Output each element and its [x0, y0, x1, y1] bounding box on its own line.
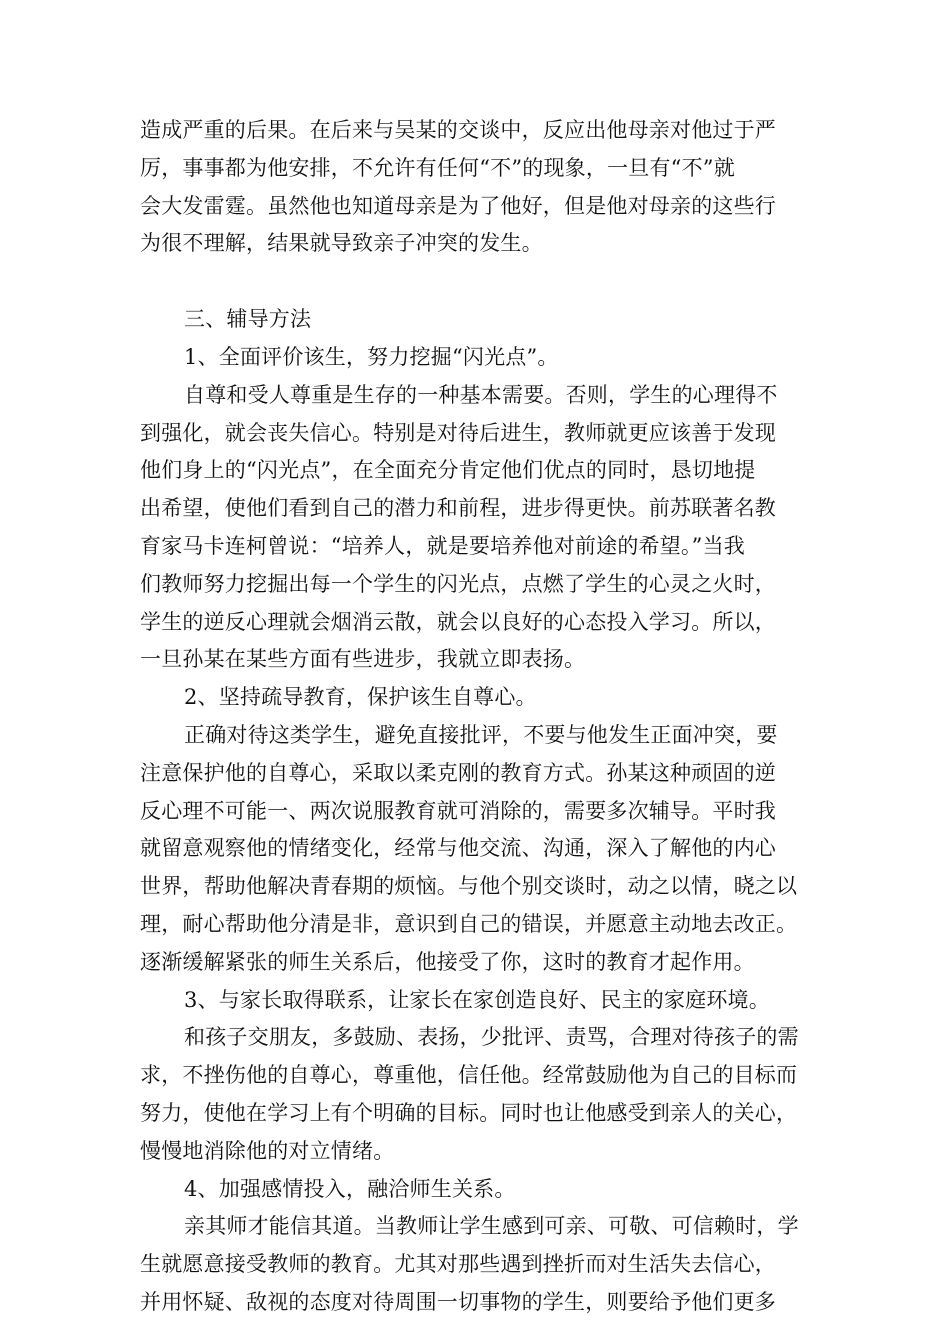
text-line: 努力，使他在学习上有个明确的目标。同时也让他感受到亲人的关心， [140, 1100, 798, 1125]
text-line: 就留意观察他的情绪变化，经常与他交流、沟通，深入了解他的内心 [140, 836, 776, 861]
text-line: 和孩子交朋友，多鼓励、表扬，少批评、责骂，合理对待孩子的需 [184, 1025, 799, 1050]
subheading-text: 1、全面评价该生，努力挖掘“闪光点”。 [184, 344, 559, 369]
text-line: 反心理不可能一、两次说服教育就可消除的，需要多次辅导。平时我 [140, 798, 776, 823]
subheading-4 [140, 1171, 830, 1209]
subheading-3 [140, 982, 830, 1020]
paragraph-parents [140, 1019, 830, 1170]
text-line: 逐渐缓解紧张的师生关系后，他接受了你，这时的教育才起作用。 [140, 949, 755, 974]
text-line: 注意保护他的自尊心，采取以柔克刚的教育方式。孙某这种顽固的逆 [140, 760, 776, 785]
text-line: 亲其师才能信其道。当教师让学生感到可亲、可敬、可信赖时，学 [184, 1214, 799, 1239]
text-line: 求，不挫伤他的自尊心，尊重他，信任他。经常鼓励他为自己的目标而 [140, 1063, 798, 1088]
text-line: 他们身上的“闪光点”，在全面充分肯定他们优点的同时，恳切地提 [140, 458, 756, 483]
text-line: 理，耐心帮助他分清是非，意识到自己的错误，并愿意主动地去改正。 [140, 911, 798, 936]
document-body [140, 112, 830, 1322]
section-heading [140, 301, 830, 339]
text-line: 并用怀疑、敌视的态度对待周围一切事物的学生，则要给予他们更多 [140, 1289, 776, 1314]
subheading-text: 2、坚持疏导教育，保护该生自尊心。 [184, 685, 537, 710]
text-line: 会大发雷霆。虽然他也知道母亲是为了他好，但是他对母亲的这些行 [140, 193, 776, 218]
text-line: 正确对待这类学生，避免直接批评，不要与他发生正面冲突，要 [184, 722, 778, 747]
heading-text: 三、辅导方法 [184, 307, 312, 332]
text-line: 学生的逆反心理就会烟消云散，就会以良好的心态投入学习。所以， [140, 609, 776, 634]
subheading-text: 4、加强感情投入，融洽师生关系。 [184, 1176, 516, 1201]
subheading-1 [140, 339, 830, 377]
text-line: 慢慢地消除他的对立情绪。 [140, 1138, 395, 1163]
text-line: 育家马卡连柯曾说：“培养人，就是要培养他对前途的希望。”当我 [140, 533, 745, 558]
subheading-text: 3、与家长取得联系，让家长在家创造良好、民主的家庭环境。 [184, 987, 770, 1012]
blank-line [140, 263, 830, 301]
text-line: 们教师努力挖掘出每一个学生的闪光点，点燃了学生的心灵之火时， [140, 571, 776, 596]
text-line: 生就愿意接受教师的教育。尤其对那些遇到挫折而对生活失去信心， [140, 1252, 776, 1277]
text-line: 为很不理解，结果就导致亲子冲突的发生。 [140, 231, 543, 256]
text-line: 到强化，就会丧失信心。特别是对待后进生，教师就更应该善于发现 [140, 420, 776, 445]
text-line: 一旦孙某在某些方面有些进步，我就立即表扬。 [140, 647, 586, 672]
paragraph-relationship [140, 1208, 830, 1321]
text-line: 造成严重的后果。在后来与吴某的交谈中，反应出他母亲对他过于严 [140, 118, 776, 142]
paragraph-guidance [140, 717, 830, 982]
paragraph-consequence [140, 112, 830, 263]
text-line: 自尊和受人尊重是生存的一种基本需要。否则，学生的心理得不 [184, 382, 778, 407]
text-line: 厉，事事都为他安排，不允许有任何“不”的现象，一旦有“不”就 [140, 155, 735, 180]
text-line: 出希望，使他们看到自己的潜力和前程，进步得更快。前苏联著名教 [140, 496, 776, 521]
paragraph-self-respect [140, 377, 830, 679]
subheading-2 [140, 679, 830, 717]
text-line: 世界，帮助他解决青春期的烦恼。与他个别交谈时，动之以情，晓之以 [140, 874, 798, 899]
